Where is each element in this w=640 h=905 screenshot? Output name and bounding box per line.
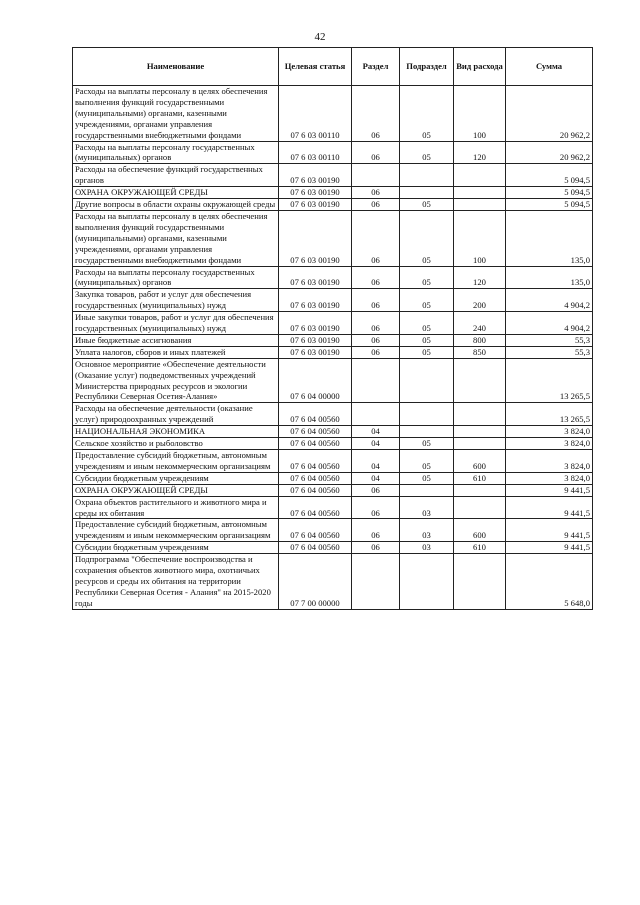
cell-section: 06 [352,86,400,142]
cell-subsection: 03 [400,542,454,554]
cell-name: Основное мероприятие «Обеспечение деятельности (Оказание услуг) подведомственных учреждений Министерства природных ресурсов и экологии Республики Северная Осетия-Алания» [73,358,279,403]
cell-code: 07 6 04 00560 [279,438,352,450]
cell-code: 07 6 03 00190 [279,312,352,335]
cell-kind [454,358,506,403]
table-row [73,266,593,289]
cell-section: 06 [352,519,400,542]
table-row [73,496,593,519]
cell-code: 07 6 03 00190 [279,334,352,346]
cell-sum: 9 441,5 [506,519,593,542]
cell-code: 07 6 03 00190 [279,164,352,187]
table-row [73,334,593,346]
cell-name: Сельское хозяйство и рыболовство [73,438,279,450]
header-section: Раздел [352,48,400,86]
cell-sum: 3 824,0 [506,472,593,484]
cell-code: 07 6 03 00190 [279,199,352,211]
cell-kind: 120 [454,141,506,164]
cell-section [352,554,400,610]
cell-name: Субсидии бюджетным учреждениям [73,542,279,554]
cell-kind: 100 [454,86,506,142]
cell-kind: 100 [454,210,506,266]
cell-code: 07 6 04 00560 [279,472,352,484]
cell-name: Расходы на выплаты персоналу в целях обеспечения выполнения функций государственными (муниципальными) органами, казенными учреждениями, органами управления государственными внебюджетными фондами [73,86,279,142]
table-row [73,346,593,358]
cell-section [352,164,400,187]
cell-subsection [400,403,454,426]
cell-subsection: 05 [400,210,454,266]
cell-section: 04 [352,450,400,473]
cell-kind [454,554,506,610]
cell-name: Другие вопросы в области охраны окружающей среды [73,199,279,211]
table-row [73,164,593,187]
cell-code: 07 6 03 00110 [279,86,352,142]
cell-section: 04 [352,426,400,438]
cell-kind [454,199,506,211]
table-header-row [73,48,593,86]
cell-section: 06 [352,542,400,554]
cell-subsection: 05 [400,438,454,450]
cell-code: 07 6 03 00190 [279,346,352,358]
cell-code: 07 6 04 00000 [279,358,352,403]
cell-name: Иные закупки товаров, работ и услуг для обеспечения государственных (муниципальных) нужд [73,312,279,335]
cell-section: 04 [352,438,400,450]
cell-subsection [400,358,454,403]
cell-code: 07 6 03 00190 [279,289,352,312]
cell-section [352,403,400,426]
table-row [73,358,593,403]
cell-sum: 4 904,2 [506,312,593,335]
table-row [73,86,593,142]
header-name: Наименование [73,48,279,86]
cell-kind: 800 [454,334,506,346]
cell-sum: 3 824,0 [506,438,593,450]
table-row [73,289,593,312]
cell-code: 07 6 04 00560 [279,426,352,438]
cell-kind [454,426,506,438]
page-number: 42 [314,31,326,43]
cell-name: Иные бюджетные ассигнования [73,334,279,346]
cell-subsection: 05 [400,472,454,484]
cell-section: 06 [352,199,400,211]
cell-subsection: 05 [400,86,454,142]
cell-subsection: 05 [400,334,454,346]
cell-sum: 9 441,5 [506,484,593,496]
cell-name: Уплата налогов, сборов и иных платежей [73,346,279,358]
cell-section: 06 [352,187,400,199]
cell-subsection [400,187,454,199]
cell-name: Субсидии бюджетным учреждениям [73,472,279,484]
cell-subsection: 05 [400,289,454,312]
cell-section: 06 [352,346,400,358]
table-row [73,438,593,450]
cell-code: 07 6 04 00560 [279,403,352,426]
cell-section: 04 [352,472,400,484]
cell-sum: 3 824,0 [506,426,593,438]
cell-name: Закупка товаров, работ и услуг для обеспечения государственных (муниципальных) нужд [73,289,279,312]
cell-section: 06 [352,266,400,289]
table-row [73,187,593,199]
header-sum: Сумма [506,48,593,86]
cell-sum: 5 094,5 [506,199,593,211]
cell-sum: 5 094,5 [506,164,593,187]
cell-section: 06 [352,289,400,312]
cell-code: 07 6 03 00190 [279,210,352,266]
cell-name: ОХРАНА ОКРУЖАЮЩЕЙ СРЕДЫ [73,484,279,496]
table-row [73,450,593,473]
cell-sum: 135,0 [506,210,593,266]
cell-sum: 55,3 [506,334,593,346]
cell-kind: 600 [454,519,506,542]
table-row [73,472,593,484]
cell-kind: 610 [454,542,506,554]
header-code: Целевая статья [279,48,352,86]
header-subsection: Подраздел [400,48,454,86]
cell-kind: 200 [454,289,506,312]
cell-sum: 20 962,2 [506,141,593,164]
table-row [73,403,593,426]
table-row [73,199,593,211]
cell-subsection: 05 [400,346,454,358]
cell-name: Предоставление субсидий бюджетным, автономным учреждениям и иным некоммерческим организациям [73,450,279,473]
cell-kind [454,496,506,519]
cell-name: Расходы на выплаты персоналу государственных (муниципальных) органов [73,266,279,289]
cell-code: 07 6 03 00190 [279,266,352,289]
cell-sum: 3 824,0 [506,450,593,473]
cell-name: Расходы на обеспечение деятельности (оказание услуг) природоохранных учреждений [73,403,279,426]
cell-section: 06 [352,141,400,164]
table-row [73,210,593,266]
table-row [73,554,593,610]
cell-sum: 5 648,0 [506,554,593,610]
cell-subsection [400,426,454,438]
cell-name: ОХРАНА ОКРУЖАЮЩЕЙ СРЕДЫ [73,187,279,199]
cell-subsection [400,484,454,496]
cell-sum: 5 094,5 [506,187,593,199]
cell-name: НАЦИОНАЛЬНАЯ ЭКОНОМИКА [73,426,279,438]
cell-name: Расходы на обеспечение функций государственных органов [73,164,279,187]
table-row [73,542,593,554]
table-row [73,484,593,496]
cell-sum: 55,3 [506,346,593,358]
cell-subsection [400,164,454,187]
cell-subsection: 05 [400,199,454,211]
table-row [73,426,593,438]
cell-kind: 850 [454,346,506,358]
header-kind: Вид расхода [454,48,506,86]
cell-code: 07 6 04 00560 [279,484,352,496]
cell-sum: 9 441,5 [506,542,593,554]
cell-sum: 135,0 [506,266,593,289]
cell-section: 06 [352,334,400,346]
cell-sum: 20 962,2 [506,86,593,142]
table-row [73,141,593,164]
cell-sum: 9 441,5 [506,496,593,519]
cell-sum: 4 904,2 [506,289,593,312]
cell-kind [454,438,506,450]
cell-kind [454,187,506,199]
cell-code: 07 7 00 00000 [279,554,352,610]
cell-subsection: 03 [400,519,454,542]
budget-table [72,47,593,610]
cell-kind: 600 [454,450,506,473]
cell-sum: 13 265,5 [506,403,593,426]
cell-kind: 120 [454,266,506,289]
cell-code: 07 6 03 00110 [279,141,352,164]
cell-name: Охрана объектов растительного и животного мира и среды их обитания [73,496,279,519]
cell-kind: 610 [454,472,506,484]
cell-kind [454,403,506,426]
cell-subsection: 05 [400,450,454,473]
cell-code: 07 6 04 00560 [279,496,352,519]
cell-kind [454,484,506,496]
cell-section [352,358,400,403]
cell-name: Предоставление субсидий бюджетным, автономным учреждениям и иным некоммерческим организациям [73,519,279,542]
cell-section: 06 [352,312,400,335]
cell-section: 06 [352,496,400,519]
cell-subsection [400,554,454,610]
cell-name: Подпрограмма "Обеспечение воспроизводства и сохранения объектов животного мира, охотничьих ресурсов и среды их обитания на территории Республики Северная Осетия - Алания" на 2015-2020 годы [73,554,279,610]
cell-subsection: 05 [400,141,454,164]
cell-name: Расходы на выплаты персоналу в целях обеспечения выполнения функций государственными (муниципальными) органами, казенными учреждениями, органами управления государственными внебюджетными фондами [73,210,279,266]
cell-name: Расходы на выплаты персоналу государственных (муниципальных) органов [73,141,279,164]
cell-code: 07 6 04 00560 [279,542,352,554]
cell-code: 07 6 03 00190 [279,187,352,199]
table-row [73,312,593,335]
table-row [73,519,593,542]
cell-code: 07 6 04 00560 [279,450,352,473]
cell-subsection: 03 [400,496,454,519]
cell-subsection: 05 [400,312,454,335]
cell-code: 07 6 04 00560 [279,519,352,542]
cell-section: 06 [352,210,400,266]
cell-sum: 13 265,5 [506,358,593,403]
cell-kind: 240 [454,312,506,335]
cell-subsection: 05 [400,266,454,289]
cell-section: 06 [352,484,400,496]
cell-kind [454,164,506,187]
